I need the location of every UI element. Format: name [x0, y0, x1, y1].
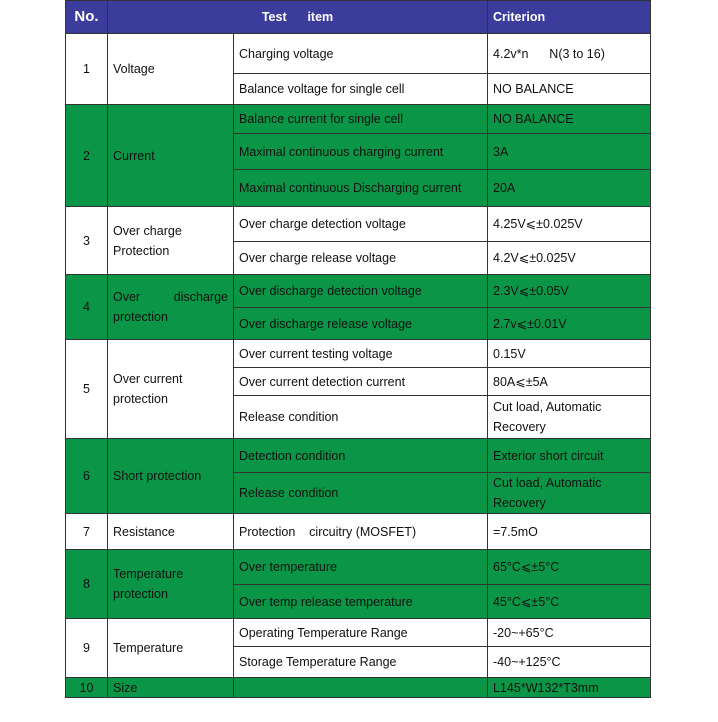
criterion-value: 45°C⩽±5°C	[488, 585, 651, 619]
test-item	[234, 678, 488, 698]
test-item: Maximal continuous charging current	[234, 134, 488, 170]
test-item: Over charge detection voltage	[234, 207, 488, 242]
row-number: 1	[66, 34, 108, 105]
criterion-value: 0.15V	[488, 340, 651, 368]
criterion-value: L145*W132*T3mm	[488, 678, 651, 698]
criterion-value: 80A⩽±5A	[488, 368, 651, 396]
criterion-value: NO BALANCE	[488, 105, 651, 134]
criterion-value: 2.7v⩽±0.01V	[488, 308, 651, 340]
row-number: 5	[66, 340, 108, 439]
row-category: Voltage	[108, 34, 234, 105]
criterion-value: 4.2v*n N(3 to 16)	[488, 34, 651, 74]
header-test-item: Test item	[108, 1, 488, 34]
test-item: Balance voltage for single cell	[234, 74, 488, 105]
table-row	[66, 678, 651, 698]
row-category: Size	[108, 678, 234, 698]
row-number: 2	[66, 105, 108, 207]
test-item: Over discharge release voltage	[234, 308, 488, 340]
test-item: Protection circuitry (MOSFET)	[234, 514, 488, 550]
criterion-value: -20~+65°C	[488, 619, 651, 647]
row-category: Over current protection	[108, 340, 234, 439]
criterion-value: 65°C⩽±5°C	[488, 550, 651, 585]
test-item: Operating Temperature Range	[234, 619, 488, 647]
criterion-value: NO BALANCE	[488, 74, 651, 105]
row-number: 6	[66, 439, 108, 514]
test-item: Over temp release temperature	[234, 585, 488, 619]
row-number: 10	[66, 678, 108, 698]
test-item: Release condition	[234, 473, 488, 514]
criterion-value: 2.3V⩽±0.05V	[488, 275, 651, 308]
test-item: Detection condition	[234, 439, 488, 473]
row-number: 7	[66, 514, 108, 550]
table-row	[66, 619, 651, 647]
row-category: Resistance	[108, 514, 234, 550]
header-row	[66, 1, 651, 34]
table-row	[66, 514, 651, 550]
criterion-value: Cut load, Automatic Recovery	[488, 473, 651, 514]
test-item: Over current testing voltage	[234, 340, 488, 368]
table-row	[66, 34, 651, 74]
row-number: 8	[66, 550, 108, 619]
criterion-value: -40~+125°C	[488, 647, 651, 678]
row-category: Over discharge protection	[108, 275, 234, 340]
header-criterion: Criterion	[488, 1, 651, 34]
row-number: 3	[66, 207, 108, 275]
row-number: 4	[66, 275, 108, 340]
row-category: Temperature protection	[108, 550, 234, 619]
test-item: Balance current for single cell	[234, 105, 488, 134]
criterion-value: 4.2V⩽±0.025V	[488, 242, 651, 275]
table-row	[66, 105, 651, 134]
header-no: No.	[66, 1, 108, 34]
test-item: Release condition	[234, 396, 488, 439]
table-row	[66, 207, 651, 242]
test-item: Maximal continuous Discharging current	[234, 170, 488, 207]
spec-table	[65, 0, 651, 698]
table-row	[66, 275, 651, 308]
table-row	[66, 340, 651, 368]
test-item: Over current detection current	[234, 368, 488, 396]
criterion-value: 20A	[488, 170, 651, 207]
test-item: Over temperature	[234, 550, 488, 585]
criterion-value: Exterior short circuit	[488, 439, 651, 473]
row-category: Current	[108, 105, 234, 207]
test-item: Over discharge detection voltage	[234, 275, 488, 308]
row-category: Short protection	[108, 439, 234, 514]
table-row	[66, 439, 651, 473]
row-category: Over charge Protection	[108, 207, 234, 275]
criterion-value: 4.25V⩽±0.025V	[488, 207, 651, 242]
table-row	[66, 550, 651, 585]
test-item: Storage Temperature Range	[234, 647, 488, 678]
criterion-value: 3A	[488, 134, 651, 170]
row-number: 9	[66, 619, 108, 678]
row-category: Temperature	[108, 619, 234, 678]
test-item: Over charge release voltage	[234, 242, 488, 275]
criterion-value: =7.5mO	[488, 514, 651, 550]
criterion-value: Cut load, Automatic Recovery	[488, 396, 651, 439]
test-item: Charging voltage	[234, 34, 488, 74]
